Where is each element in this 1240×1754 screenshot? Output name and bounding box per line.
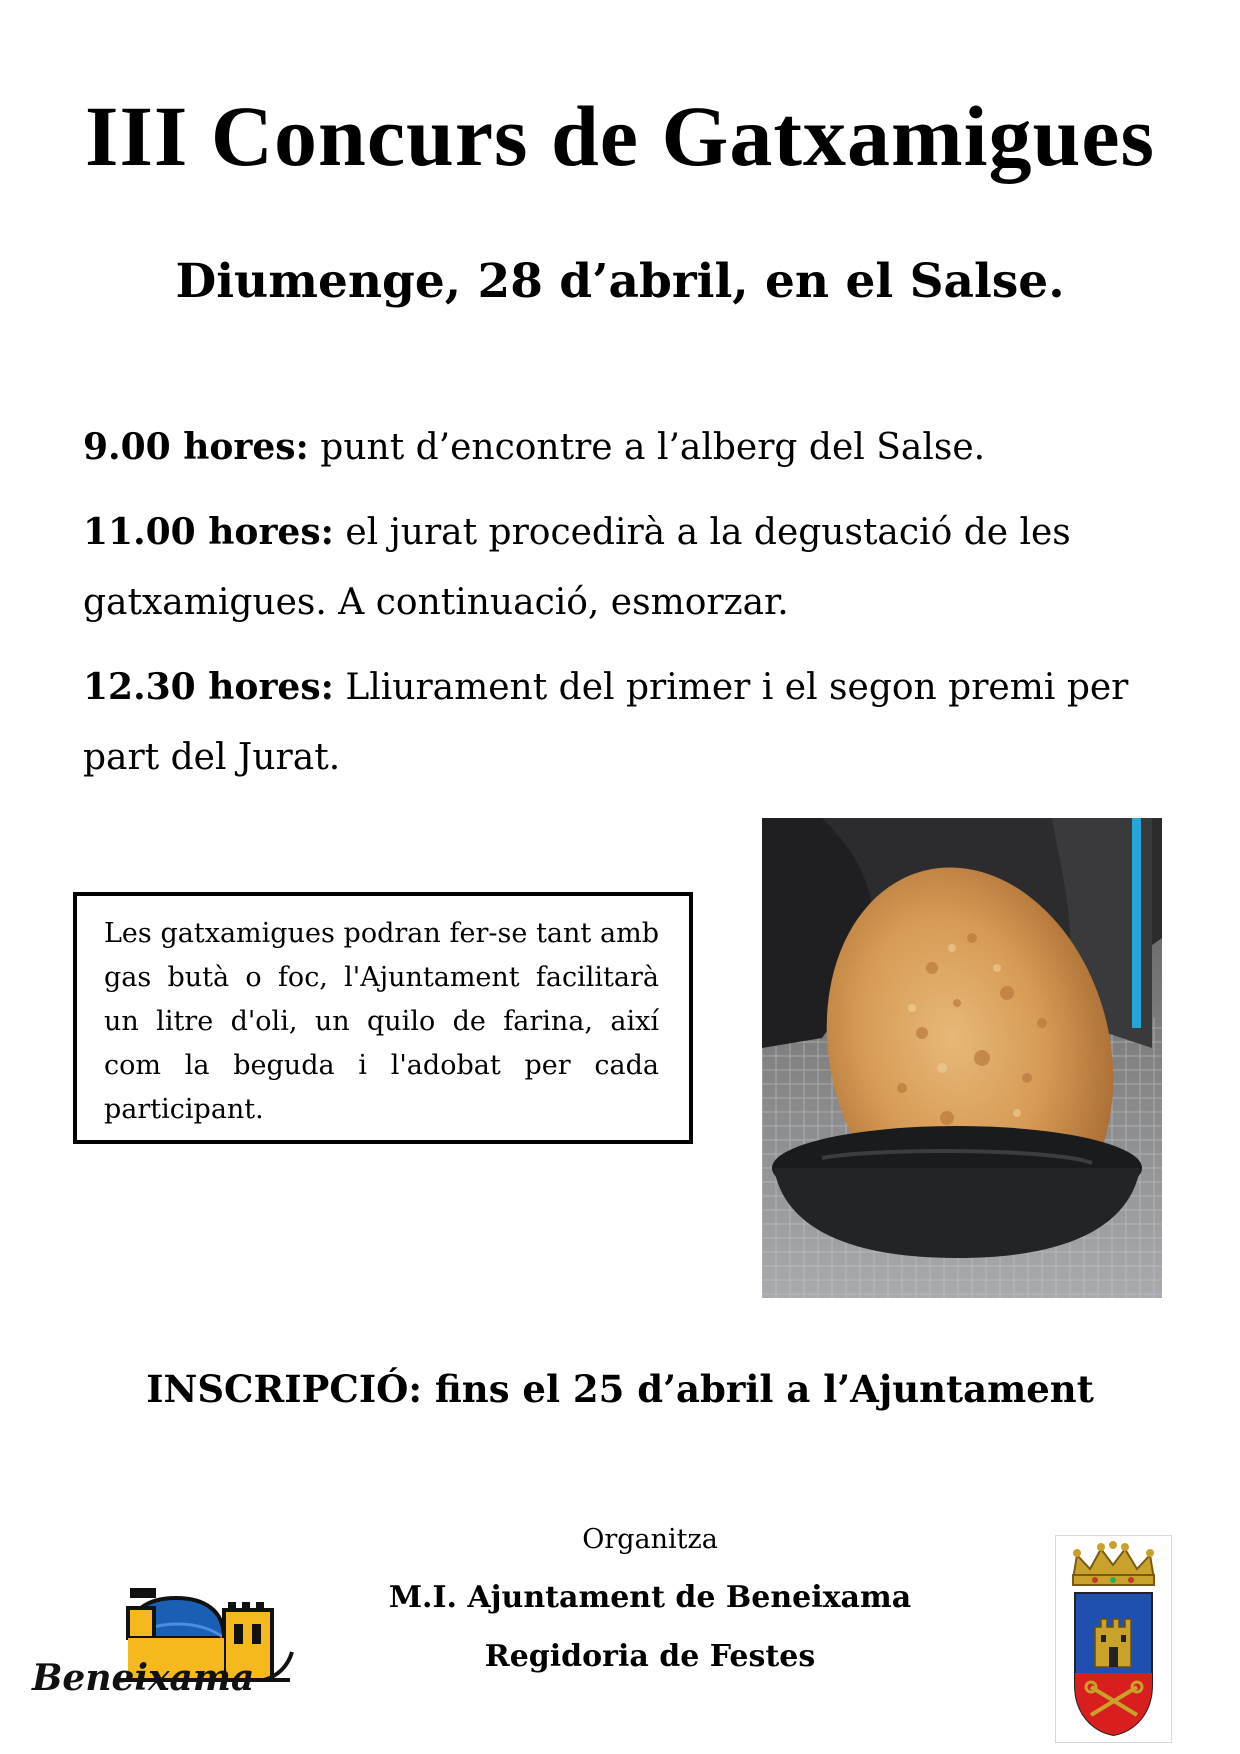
schedule-time: 12.30 hores: [83, 666, 334, 708]
schedule-time: 9.00 hores: [83, 426, 309, 468]
schedule-text: Lliurament del primer i el segon premi per part del Jurat. [83, 667, 1129, 778]
organizer-label: Organitza [582, 1524, 718, 1555]
schedule-item [83, 652, 1143, 793]
schedule-text: el jurat procedirà a la degustació de les gatxamigues. A continuació, esmorzar. [83, 512, 1071, 623]
registration-info: INSCRIPCIÓ: fins el 25 d’abril a l’Ajuntament [146, 1367, 1094, 1411]
beneixama-logo [28, 1580, 300, 1700]
schedule-text: punt d’encontre a l’alberg del Salse. [320, 427, 986, 468]
schedule-item [83, 497, 1143, 638]
logo-text: Beneixama [32, 1657, 255, 1699]
coat-of-arms-icon [1055, 1535, 1172, 1743]
gatxamiga-photo [762, 818, 1162, 1298]
schedule-time: 11.00 hores: [83, 511, 334, 553]
notice-box: Les gatxamigues podran fer-se tant amb gas butà o foc, l'Ajuntament facilitarà un litre d'oli, un quilo de farina, així com la beguda i l'adobat per cada participant. [73, 892, 693, 1144]
organizer-name: M.I. Ajuntament de Beneixama [388, 1580, 912, 1615]
schedule-item [83, 412, 1143, 483]
poster-title: III Concurs de Gatxamigues [84, 88, 1155, 184]
organizer-department: Regidoria de Festes [484, 1639, 816, 1674]
event-date-location: Diumenge, 28 d’abril, en el Salse. [175, 254, 1065, 309]
